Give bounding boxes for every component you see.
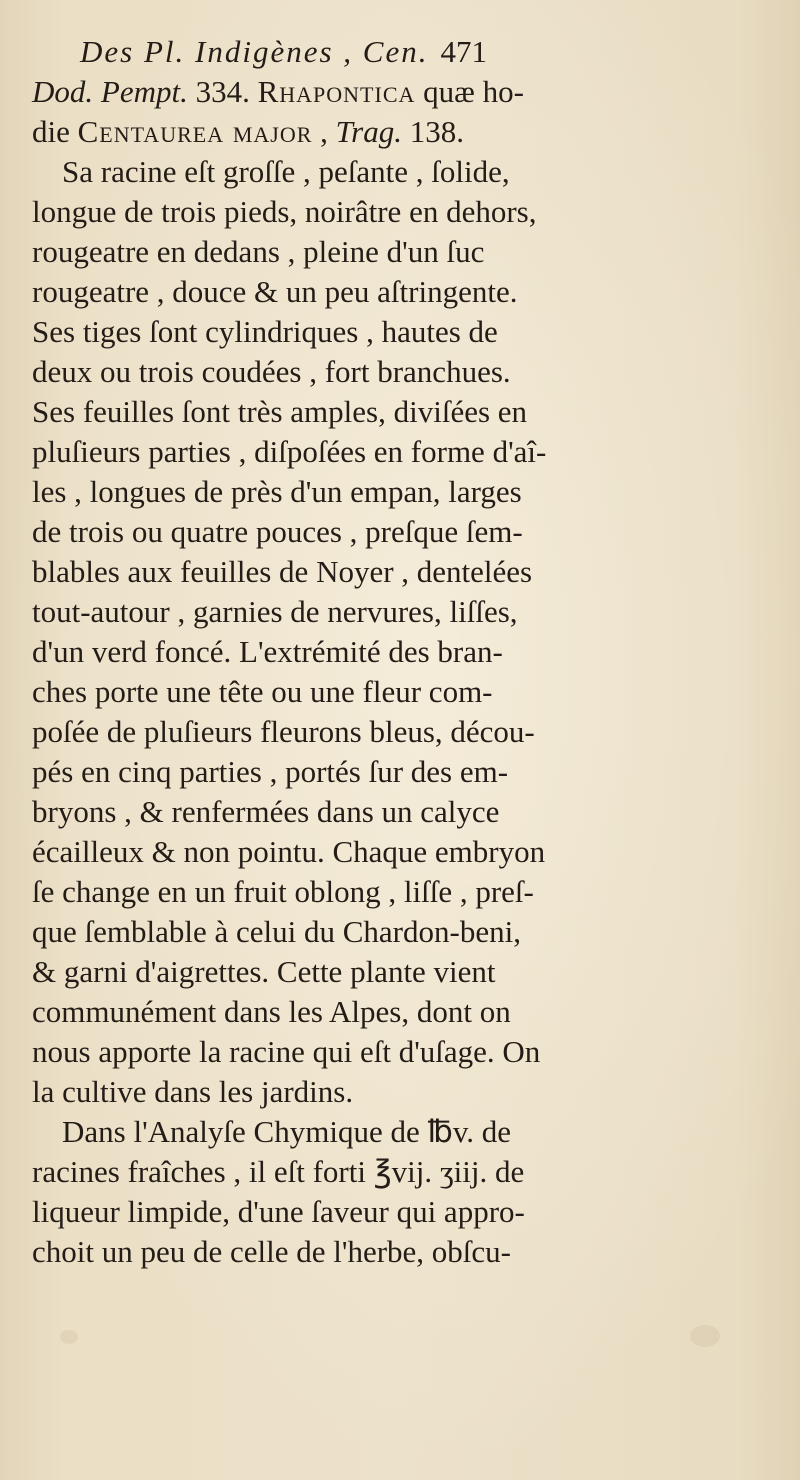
paragraph-line: la cultive dans les jardins.: [32, 1074, 354, 1109]
page-number: 471: [440, 34, 487, 69]
paragraph-line: blables aux feuilles de Noyer , dentelées: [32, 554, 533, 589]
paragraph-line: choit un peu de celle de l'herbe, obſcu-: [32, 1234, 512, 1269]
paragraph-line: Ses feuilles ſont très amples, diviſées en: [32, 394, 528, 429]
paragraph-line: tout-autour , garnies de nervures, liſſes,: [32, 594, 518, 629]
line-2-end: 138.: [402, 114, 465, 149]
citation-number: 334.: [187, 74, 258, 109]
paper-stain: [60, 1330, 78, 1344]
line-2-sep: ,: [312, 114, 336, 149]
paragraph-line: poſée de pluſieurs fleurons bleus, décou-: [32, 714, 535, 749]
paragraph-line: Sa racine eſt groſſe , peſante , ſolide,: [62, 154, 510, 189]
paragraph-line: Ses tiges ſont cylindriques , hautes de: [32, 314, 498, 349]
citation-tragus: Trag.: [335, 114, 403, 149]
paragraph-line: écailleux & non pointu. Chaque embryon: [32, 834, 546, 869]
paragraph-line: de trois ou quatre pouces , preſque ſem-: [32, 514, 523, 549]
line-1-end: quæ ho-: [415, 74, 524, 109]
running-head-title: Des Pl. Indigènes , Cen.: [80, 34, 429, 69]
page-text: [32, 32, 782, 1272]
line-2-start: die: [32, 114, 78, 149]
paragraph-line: longue de trois pieds, noirâtre en dehors,: [32, 194, 537, 229]
text-line-2: [32, 112, 782, 152]
paragraph-line: Dans l'Analyſe Chymique de ℔v. de: [62, 1114, 512, 1149]
paragraph-line: que ſemblable à celui du Chardon-beni,: [32, 914, 521, 949]
paragraph-line: ſe change en un fruit oblong , liſſe , preſ-: [32, 874, 534, 909]
paragraph-line: nous apporte la racine qui eſt d'uſage. On: [32, 1034, 541, 1069]
paragraph-line: rougeatre en dedans , pleine d'un ſuc: [32, 234, 485, 269]
paragraph-line: communément dans les Alpes, dont on: [32, 994, 511, 1029]
paper-stain: [690, 1325, 720, 1347]
running-head: [32, 32, 782, 72]
citation-dodoens: Dod. Pempt.: [32, 74, 188, 109]
paragraph-line: d'un verd foncé. L'extrémité des bran-: [32, 634, 503, 669]
plant-name-rhapontica: Rhapontica: [257, 74, 416, 109]
paragraph-line: deux ou trois coudées , fort branchues.: [32, 354, 511, 389]
paragraph-line: ches porte une tête ou une fleur com-: [32, 674, 493, 709]
paragraph-line: les , longues de près d'un empan, larges: [32, 474, 522, 509]
plant-name-centaurea: Centaurea major: [77, 114, 313, 149]
paragraph-line: pluſieurs parties , diſpoſées en forme d'aî-: [32, 434, 547, 469]
paragraph-line: bryons , & renfermées dans un calyce: [32, 794, 500, 829]
paragraph-line: & garni d'aigrettes. Cette plante vient: [32, 954, 496, 989]
paragraph-line: rougeatre , douce & un peu aſtringente.: [32, 274, 518, 309]
text-line-1: [32, 72, 782, 112]
paragraph-line: liqueur limpide, d'une ſaveur qui appro-: [32, 1194, 525, 1229]
paragraph-line: racines fraîches , il eſt forti ℥vij. ʒiij. de: [32, 1154, 525, 1189]
paragraph-line: pés en cinq parties , portés ſur des em-: [32, 754, 509, 789]
